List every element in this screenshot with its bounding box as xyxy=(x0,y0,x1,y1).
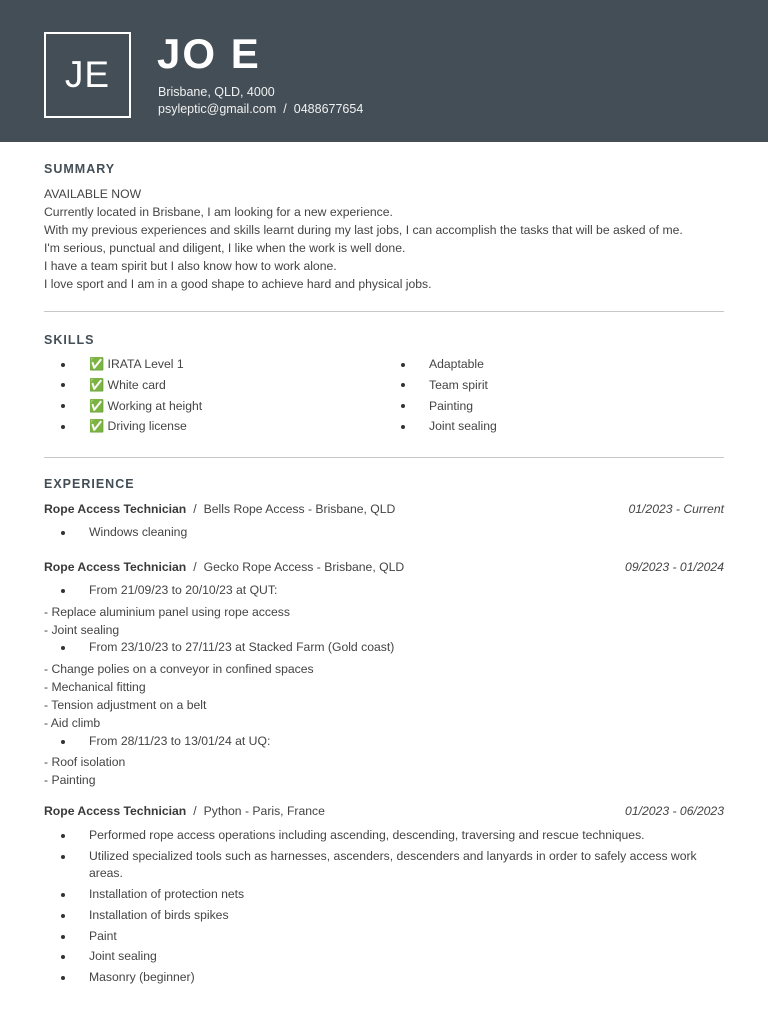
job-dates: 01/2023 - Current xyxy=(628,502,724,516)
job-header xyxy=(44,803,724,819)
skill-item: Team spirit xyxy=(384,375,497,396)
contact-line xyxy=(158,101,363,117)
job-bullet: Joint sealing xyxy=(44,948,724,965)
job-task: - Tension adjustment on a belt xyxy=(44,698,207,712)
skill-item: ✅ IRATA Level 1 xyxy=(44,354,202,375)
section-divider xyxy=(44,311,724,312)
job-task: - Change polies on a conveyor in confined spaces xyxy=(44,662,314,676)
summary-line: AVAILABLE NOW xyxy=(44,187,142,201)
job-title: Rope Access Technician xyxy=(44,502,187,516)
job-bullet: Performed rope access operations including ascending, descending, traversing and rescue techniques. xyxy=(44,827,724,844)
skills-heading: SKILLS xyxy=(44,333,95,347)
job-bullet: Utilized specialized tools such as harnesses, ascenders, descenders and lanyards in order to safely access work areas. xyxy=(44,848,724,882)
job-header xyxy=(44,559,724,575)
phone-link[interactable]: 0488677654 xyxy=(293,102,364,116)
skill-item: ✅ White card xyxy=(44,375,202,396)
job-dates: 01/2023 - 06/2023 xyxy=(625,804,724,818)
summary-line: I'm serious, punctual and diligent, I like when the work is well done. xyxy=(44,241,406,256)
job-company: Gecko Rope Access - Brisbane, QLD xyxy=(203,560,405,574)
job-header xyxy=(44,501,724,517)
experience-heading: EXPERIENCE xyxy=(44,477,135,491)
address: Brisbane, QLD, 4000 xyxy=(158,85,275,99)
job-title: Rope Access Technician xyxy=(44,560,187,574)
summary-line: I love sport and I am in a good shape to achieve hard and physical jobs. xyxy=(44,277,432,292)
candidate-name: JO E xyxy=(157,30,261,77)
contact-separator: / xyxy=(283,102,287,116)
job-task: - Roof isolation xyxy=(44,755,126,769)
summary-line: Currently located in Brisbane, I am looking for a new experience. xyxy=(44,205,393,220)
job-bullet: Windows cleaning xyxy=(44,524,724,541)
job-dates: 09/2023 - 01/2024 xyxy=(625,560,724,574)
skill-item: ✅ Driving license xyxy=(44,416,202,437)
job-separator: / xyxy=(193,502,197,516)
job-task: - Replace aluminium panel using rope access xyxy=(44,605,290,619)
job-period: From 21/09/23 to 20/10/23 at QUT: xyxy=(44,582,724,599)
skill-item: ✅ Working at height xyxy=(44,396,202,417)
email-link[interactable]: psyleptic@gmail.com xyxy=(158,102,277,116)
section-divider xyxy=(44,457,724,458)
job-period: From 28/11/23 to 13/01/24 at UQ: xyxy=(44,733,724,750)
summary-heading: SUMMARY xyxy=(44,162,116,176)
job-title: Rope Access Technician xyxy=(44,804,187,818)
job-task: - Mechanical fitting xyxy=(44,680,146,694)
job-company: Python - Paris, France xyxy=(203,804,325,818)
skill-item: Painting xyxy=(384,396,497,417)
job-bullet: Paint xyxy=(44,928,724,945)
job-separator: / xyxy=(193,804,197,818)
resume-header xyxy=(0,0,768,142)
job-task: - Joint sealing xyxy=(44,623,120,637)
job-period: From 23/10/23 to 27/11/23 at Stacked Farm (Gold coast) xyxy=(44,639,724,656)
skill-item: Joint sealing xyxy=(384,416,497,437)
monogram-logo: JE xyxy=(44,32,131,118)
summary-line: I have a team spirit but I also know how to work alone. xyxy=(44,259,337,274)
job-company: Bells Rope Access - Brisbane, QLD xyxy=(203,502,396,516)
job-task: - Aid climb xyxy=(44,716,101,730)
job-separator: / xyxy=(193,560,197,574)
job-bullet: Installation of protection nets xyxy=(44,886,724,903)
summary-line: With my previous experiences and skills learnt during my last jobs, I can accomplish the tasks that will be asked of me. xyxy=(44,223,683,238)
job-bullet: Masonry (beginner) xyxy=(44,969,724,986)
job-bullet: Installation of birds spikes xyxy=(44,907,724,924)
summary-text xyxy=(44,185,734,294)
skills-list-right xyxy=(384,354,497,437)
job-task: - Painting xyxy=(44,773,96,787)
skill-item: Adaptable xyxy=(384,354,497,375)
skills-list-left xyxy=(44,354,202,437)
